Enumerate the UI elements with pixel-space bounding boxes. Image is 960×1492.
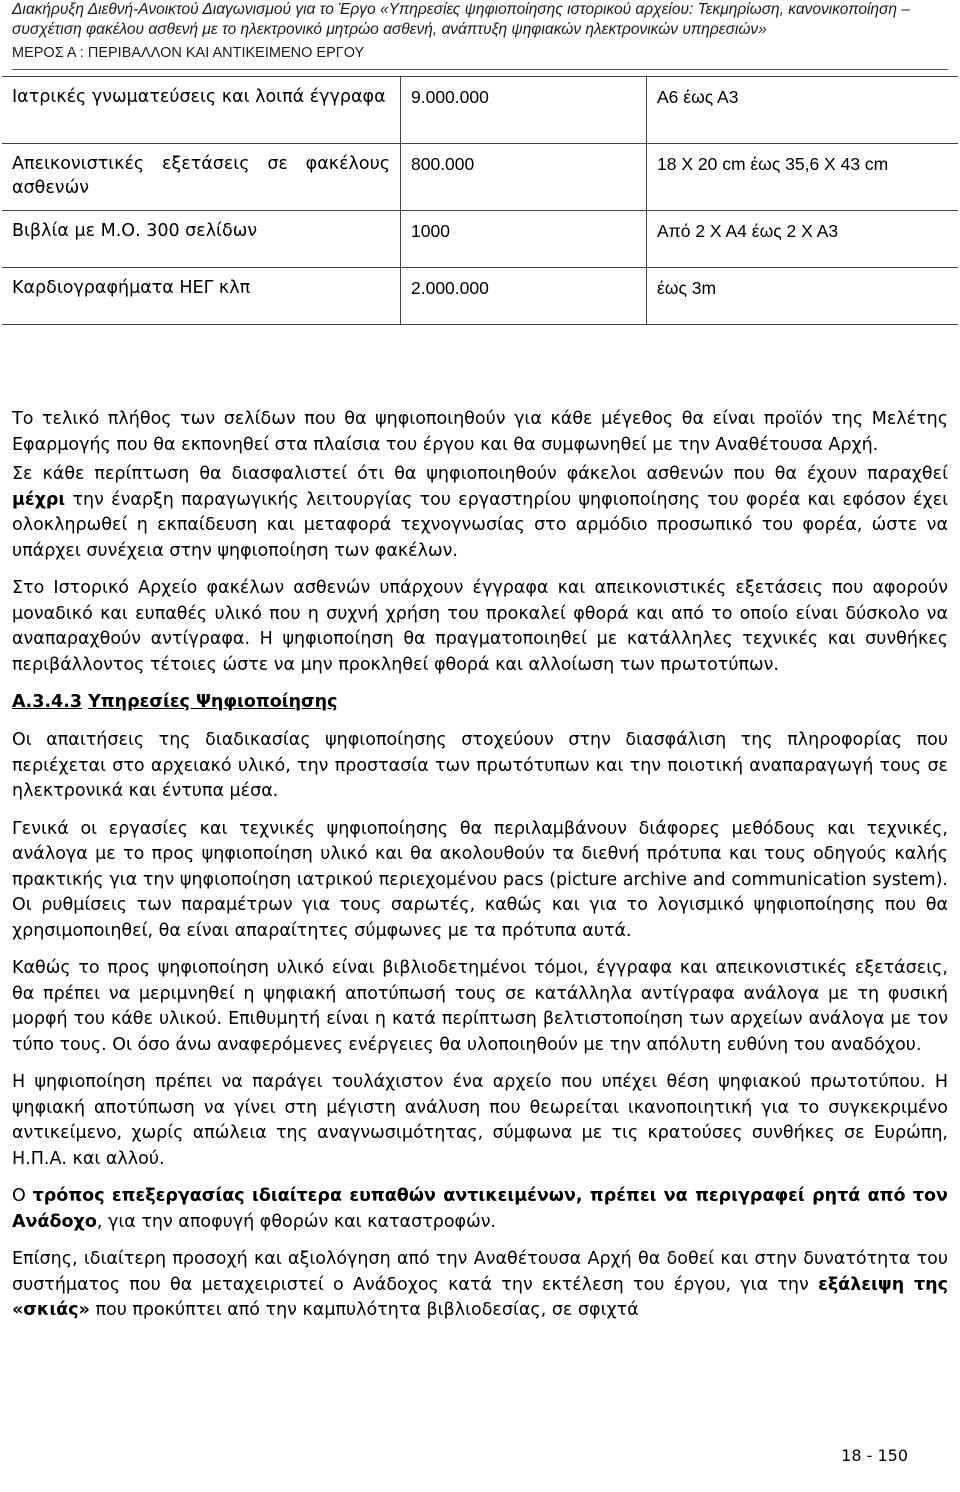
cell-type: Απεικονιστικές εξετάσεις σε φακέλους ασθενών [2,144,401,211]
emphasis-shadow: εξάλειψη της «σκιάς» [12,1274,948,1320]
table-row [2,77,958,144]
table-row [2,211,958,268]
paragraph-material: Καθώς το προς ψηφιοποίηση υλικό είναι βιβλιοδετημένοι τόμοι, έγγραφα και απεικονιστικές εξετάσεις, θα πρέπει να μεριμνηθεί η ψηφιακή αποτύπωσή τους σε κατάλληλα αντίγραφα ανάλογα με τη φυσική μορφή του κάθε υλικού. Επιθυμητή είναι η κατά περίπτωση βελτιστοποίηση των αρχείων ανάλογα με τον τύπο τους. Οι όσο άνω αναφερόμενες ενέργειες θα υλοποιηθούν με την απόλυτη ευθύνη του αναδόχου. [12,958,948,1055]
cell-size: 18 Χ 20 cm έως 35,6 Χ 43 cm [647,144,959,211]
emphasis-processing: τρόπος επεξεργασίας ιδιαίτερα ευπαθών αντικειμένων, πρέπει να περιγραφεί ρητά από τον Ανάδοχο [12,1186,948,1232]
paragraph-requirements: Οι απαιτήσεις της διαδικασίας ψηφιοποίησης στοχεύουν στην διασφάλιση της πληροφορίας που περιέχεται στο αρχειακό υλικό, την προστασία των πρωτότυπων και την ποιοτική αναπαραγωγή τους σε ηλεκτρονικά και έντυπα μέσα. [12,730,948,801]
table-row [2,268,958,325]
cell-count: 1000 [401,211,647,268]
paragraph-fragile-objects: Ο τρόπος επεξεργασίας ιδιαίτερα ευπαθών αντικειμένων, πρέπει να περιγραφεί ρητά από τον Ανάδοχο, για την αποφυγή φθορών και καταστροφών. [12,1186,948,1232]
paragraph-digital-original: Η ψηφιοποίηση πρέπει να παράγει τουλάχιστον ένα αρχείο που υπέχει θέση ψηφιακού πρωτοτύπου. Η ψηφιακή αποτύπωση να γίνει στη μέγιστη ανάλυση που θεωρείται ικανοποιητική για το συγκεκριμένο αντικείμενο, χωρίς απώλεια της αναγνωσιμότητας, σύμφωνα με τις κρατούσες συνθήκες σε Ευρώπη, Η.Π.Α. και αλλού. [12,1072,948,1169]
cell-count: 2.000.000 [401,268,647,325]
paragraph-total-pages: Το τελικό πλήθος των σελίδων που θα ψηφιοποιηθούν για κάθε μέγεθος θα είναι προϊόν της Μελέτης Εφαρμογής που θα εκπονηθεί στα πλαίσια του έργου και θα συμφωνηθεί με την Αναθέτουσα Αρχή. [12,409,948,455]
materials-table [2,76,958,325]
header-line-2: συσχέτιση φακέλου ασθενή με το ηλεκτρονικό μητρώο ασθενή, ανάπτυξη ψηφιακών ηλεκτρονικών υπηρεσιών» [12,21,767,38]
section-title: ΜΕΡΟΣ Α : ΠΕΡΙΒΑΛΛΟΝ ΚΑΙ ΑΝΤΙΚΕΙΜΕΝΟ ΕΡΓΟΥ [12,43,948,70]
cell-size: Α6 έως Α3 [647,77,959,144]
paragraph-patient-folders: Σε κάθε περίπτωση θα διασφαλιστεί ότι θα ψηφιοποιηθούν φάκελοι ασθενών που θα έχουν παραχθεί μέχρι την έναρξη παραγωγικής λειτουργίας του εργαστηρίου ψηφιοποίησης του φορέα και εφόσον έχει ολοκληρωθεί η εκπαίδευση και μεταφορά τεχνογνωσίας στο αρμόδιο προσωπικό του φορέα, ώστε να υπάρχει συνέχεια στην ψηφιοποίηση των φακέλων. [12,464,948,561]
cell-type: Βιβλία με Μ.Ο. 300 σελίδων [2,211,401,268]
paragraph-historic-archive: Στο Ιστορικό Αρχείο φακέλων ασθενών υπάρχουν έγγραφα και απεικονιστικές εξετάσεις που αφορούν μοναδικό και ευπαθές υλικό που η συχνή χρήση του προκαλεί φθορά και από το οποίο είναι δύσκολο να αναπαραχθούν αντίγραφα. Η ψηφιοποίηση θα πραγματοποιηθεί με κατάλληλες τεχνικές και συνθήκες περιβάλλοντος τέτοιες ώστε να μην προκληθεί φθορά και αλλοίωση των πρωτοτύπων. [12,578,948,675]
cell-count: 9.000.000 [401,77,647,144]
cell-size: Από 2 Χ Α4 έως 2 Χ Α3 [647,211,959,268]
table-row [2,144,958,211]
document-header [12,0,948,70]
cell-type: Ιατρικές γνωματεύσεις και λοιπά έγγραφα [2,77,401,144]
document-body [12,407,948,1336]
paragraph-shadow: Επίσης, ιδιαίτερη προσοχή και αξιολόγηση από την Αναθέτουσα Αρχή θα δοθεί και στην δυνατότητα του συστήματος που θα μεταχειριστεί ο Ανάδοχος κατά την εκτέλεση του έργου, για την εξάλειψη της «σκιάς» που προκύπτει από την καμπυλότητα βιβλιοδεσίας, σε σφιχτά [12,1249,948,1320]
emphasis-until: μέχρι [12,489,66,510]
page-number: 18 - 150 [841,1446,908,1465]
heading-number: Α.3.4.3 [12,692,83,712]
header-line-1: Διακήρυξη Διεθνή-Ανοικτού Διαγωνισμού για το Έργο «Υπηρεσίες ψηφιοποίησης ιστορικού αρχείου: Τεκμηρίωση, κανονικοποίηση – [12,1,910,18]
cell-count: 800.000 [401,144,647,211]
cell-size: έως 3m [647,268,959,325]
cell-type: Καρδιογραφήματα ΗΕΓ κλπ [2,268,401,325]
heading-title: Υπηρεσίες Ψηφιοποίησης [88,692,338,712]
paragraph-techniques: Γενικά οι εργασίες και τεχνικές ψηφιοποίησης θα περιλαμβάνουν διάφορες μεθόδους και τεχνικές, ανάλογα με το προς ψηφιοποίηση υλικό και θα ακολουθούν τα διεθνή πρότυπα και τους οδηγούς καλής πρακτικής για την ψηφιοποίηση ιατρικού περιεχομένου pacs (picture archive and communication system). Οι ρυθμίσεις των παραμέτρων για τους σαρωτές, καθώς και για το λογισμικό ψηφιοποίησης που θα χρησιμοποιηθεί, θα είναι απαραίτητες σύμφωνες με τα πρότυπα αυτά. [12,818,948,941]
section-heading [12,690,948,714]
